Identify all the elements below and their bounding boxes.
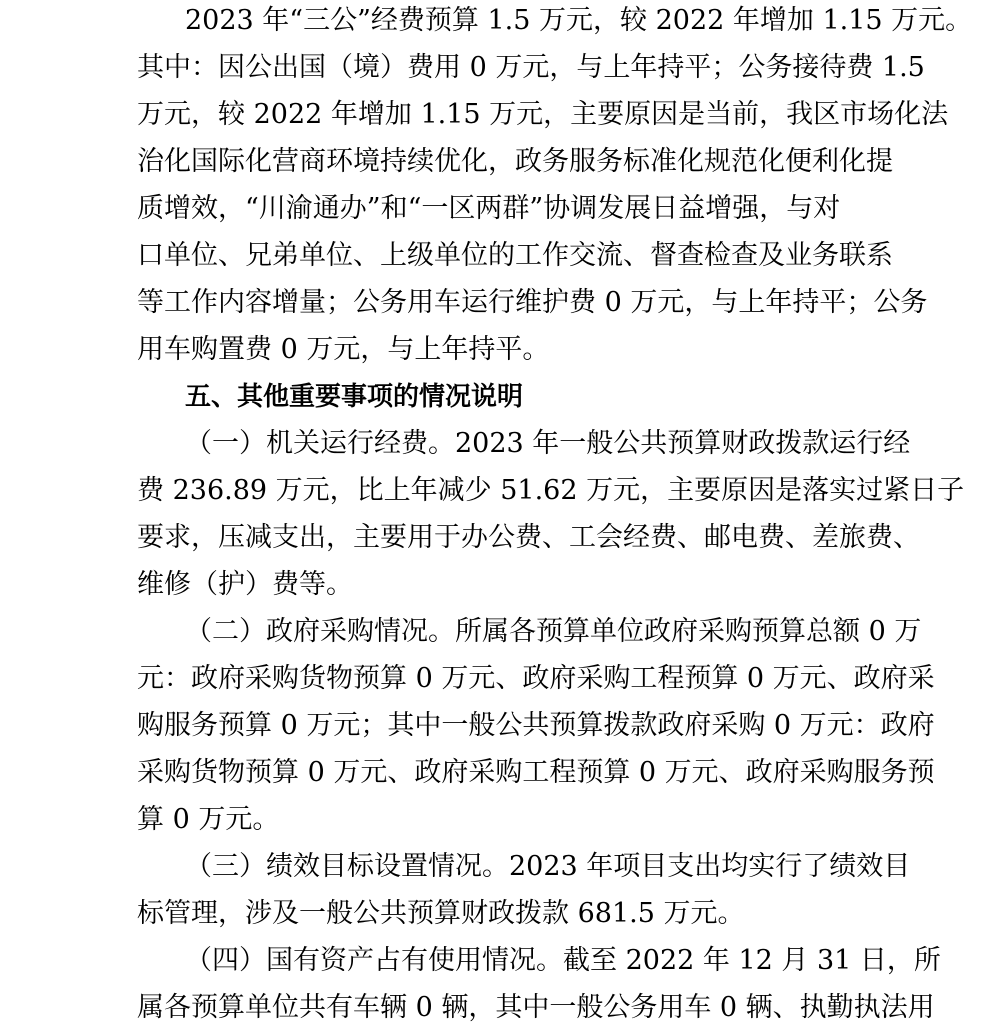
paragraph-line: 元：政府采购货物预算 0 万元、政府采购工程预算 0 万元、政府采: [137, 663, 935, 694]
paragraph-line: 2023 年“三公”经费预算 1.5 万元，较 2022 年增加 1.15 万元。: [185, 5, 973, 36]
paragraph-line: 采购货物预算 0 万元、政府采购工程预算 0 万元、政府采购服务预: [137, 757, 935, 788]
paragraph-line: 属各预算单位共有车辆 0 辆，其中一般公务用车 0 辆、执勤执法用: [137, 992, 935, 1023]
paragraph-line: （二）政府采购情况。所属各预算单位政府采购预算总额 0 万: [185, 616, 922, 647]
paragraph-line: （四）国有资产占有使用情况。截至 2022 年 12 月 31 日，所: [185, 945, 941, 976]
paragraph-line: 标管理，涉及一般公共预算财政拨款 681.5 万元。: [137, 898, 745, 929]
paragraph-line: 治化国际化营商环境持续优化，政务服务标准化规范化便利化提: [137, 146, 893, 177]
paragraph-line: 维修（护）费等。: [137, 569, 353, 600]
paragraph-line: 算 0 万元。: [137, 804, 280, 835]
paragraph-line: 其中：因公出国（境）费用 0 万元，与上年持平；公务接待费 1.5: [137, 52, 925, 83]
paragraph-line: 用车购置费 0 万元，与上年持平。: [137, 334, 550, 365]
paragraph-line: 等工作内容增量；公务用车运行维护费 0 万元，与上年持平；公务: [137, 287, 928, 318]
paragraph-line: （三）绩效目标设置情况。2023 年项目支出均实行了绩效目: [185, 851, 911, 882]
paragraph-line: 质增效，“川渝通办”和“一区两群”协调发展日益增强，与对: [137, 193, 841, 224]
paragraph-line: 万元，较 2022 年增加 1.15 万元，主要原因是当前，我区市场化法: [137, 99, 949, 130]
paragraph-line: 要求，压减支出，主要用于办公费、工会经费、邮电费、差旅费、: [137, 522, 920, 553]
paragraph-line: 费 236.89 万元，比上年减少 51.62 万元，主要原因是落实过紧日子: [137, 475, 965, 506]
paragraph-line: 口单位、兄弟单位、上级单位的工作交流、督查检查及业务联系: [137, 240, 893, 271]
paragraph-line: （一）机关运行经费。2023 年一般公共预算财政拨款运行经: [185, 428, 911, 459]
paragraph-line: 购服务预算 0 万元；其中一般公共预算拨款政府采购 0 万元：政府: [137, 710, 935, 741]
section-heading: 五、其他重要事项的情况说明: [185, 382, 524, 412]
